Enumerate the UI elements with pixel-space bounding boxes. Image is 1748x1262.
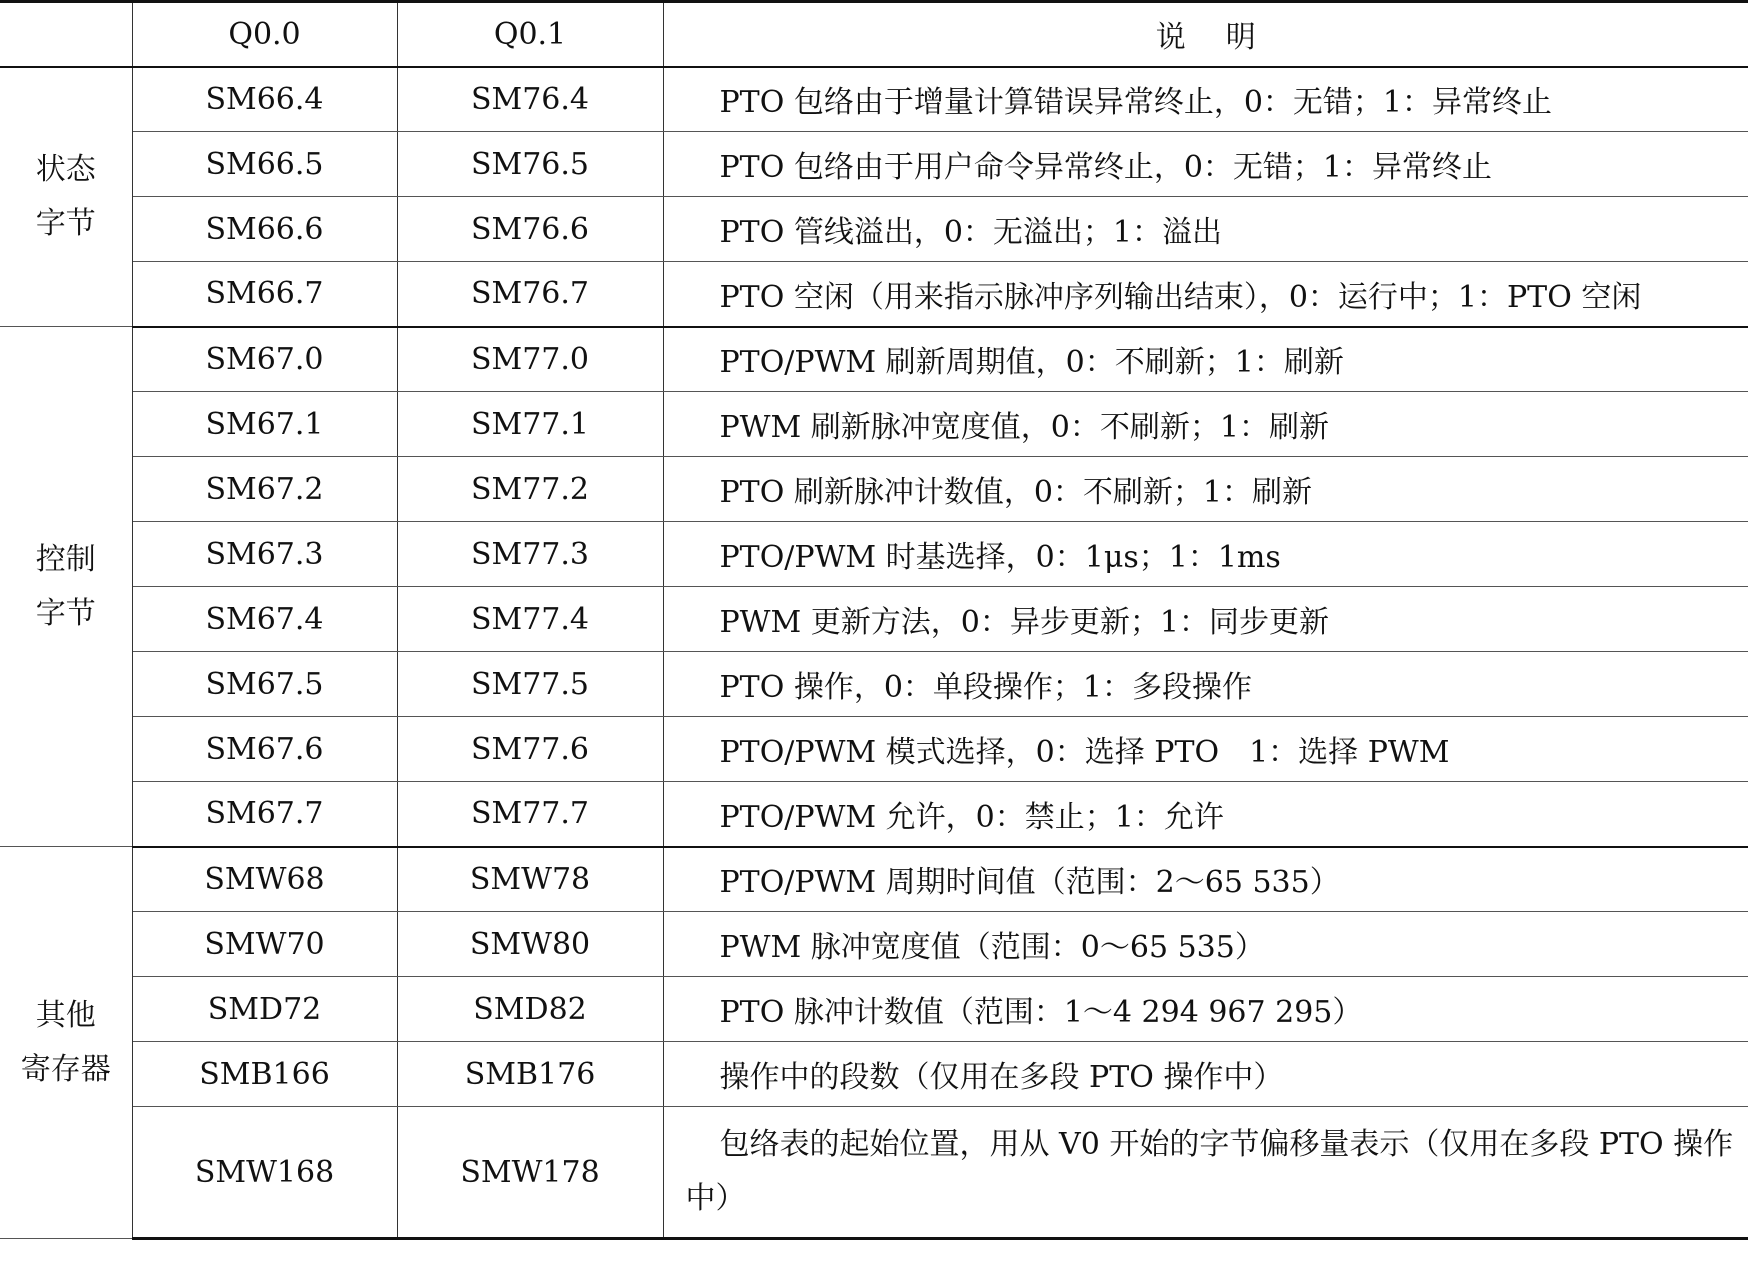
q00-cell: SM67.3 <box>132 522 397 587</box>
description-cell: PWM 脉冲宽度值（范围：0～65 535） <box>663 912 1748 977</box>
q00-cell: SMW70 <box>132 912 397 977</box>
table-row <box>0 392 1748 457</box>
q00-cell: SM67.7 <box>132 782 397 847</box>
category-label: 其他 寄存器 <box>0 847 132 1239</box>
table-row <box>0 1042 1748 1107</box>
q01-cell: SM77.2 <box>397 457 663 522</box>
table-row <box>0 912 1748 977</box>
description-cell: PTO 包络由于用户命令异常终止，0：无错；1：异常终止 <box>663 132 1748 197</box>
table-row <box>0 132 1748 197</box>
q01-cell: SM76.5 <box>397 132 663 197</box>
q00-cell: SM67.1 <box>132 392 397 457</box>
q01-cell: SM76.6 <box>397 197 663 262</box>
description-cell: PTO/PWM 允许，0：禁止；1：允许 <box>663 782 1748 847</box>
table-row <box>0 587 1748 652</box>
table-row <box>0 262 1748 327</box>
description-cell: PTO 包络由于增量计算错误异常终止，0：无错；1：异常终止 <box>663 67 1748 132</box>
header-q01: Q0.1 <box>397 2 663 67</box>
header-blank-cell <box>0 2 132 67</box>
q01-cell: SM77.5 <box>397 652 663 717</box>
q01-cell: SMW178 <box>397 1107 663 1239</box>
q01-cell: SMW78 <box>397 847 663 912</box>
table-row <box>0 847 1748 912</box>
description-cell: 操作中的段数（仅用在多段 PTO 操作中） <box>663 1042 1748 1107</box>
description-cell: PTO 空闲（用来指示脉冲序列输出结束），0：运行中；1：PTO 空闲 <box>663 262 1748 327</box>
table-row <box>0 977 1748 1042</box>
category-label: 状态 字节 <box>0 67 132 327</box>
table-row <box>0 782 1748 847</box>
q00-cell: SM67.2 <box>132 457 397 522</box>
description-cell: PWM 更新方法，0：异步更新；1：同步更新 <box>663 587 1748 652</box>
q01-cell: SM76.7 <box>397 262 663 327</box>
table-row <box>0 652 1748 717</box>
q01-cell: SMB176 <box>397 1042 663 1107</box>
q00-cell: SM67.4 <box>132 587 397 652</box>
q00-cell: SM66.5 <box>132 132 397 197</box>
q00-cell: SM66.7 <box>132 262 397 327</box>
q01-cell: SM77.4 <box>397 587 663 652</box>
q01-cell: SM77.1 <box>397 392 663 457</box>
description-cell: PTO/PWM 刷新周期值，0：不刷新；1：刷新 <box>663 327 1748 392</box>
q00-cell: SMB166 <box>132 1042 397 1107</box>
description-cell: PTO/PWM 周期时间值（范围：2～65 535） <box>663 847 1748 912</box>
q01-cell: SM76.4 <box>397 67 663 132</box>
q00-cell: SM67.5 <box>132 652 397 717</box>
q00-cell: SM67.6 <box>132 717 397 782</box>
header-row <box>0 2 1748 67</box>
description-cell: PTO 脉冲计数值（范围：1～4 294 967 295） <box>663 977 1748 1042</box>
table-row <box>0 327 1748 392</box>
table-row <box>0 522 1748 587</box>
category-label: 控制 字节 <box>0 327 132 847</box>
header-q00: Q0.0 <box>132 2 397 67</box>
q01-cell: SM77.7 <box>397 782 663 847</box>
table-row <box>0 457 1748 522</box>
description-cell: PTO/PWM 时基选择，0：1μs；1：1ms <box>663 522 1748 587</box>
q01-cell: SMD82 <box>397 977 663 1042</box>
table-row <box>0 1107 1748 1239</box>
description-cell: PTO 操作，0：单段操作；1：多段操作 <box>663 652 1748 717</box>
q00-cell: SM66.4 <box>132 67 397 132</box>
description-cell: PTO/PWM 模式选择，0：选择 PTO 1：选择 PWM <box>663 717 1748 782</box>
description-cell: PTO 管线溢出，0：无溢出；1：溢出 <box>663 197 1748 262</box>
q00-cell: SM67.0 <box>132 327 397 392</box>
q01-cell: SM77.3 <box>397 522 663 587</box>
q01-cell: SM77.6 <box>397 717 663 782</box>
q00-cell: SM66.6 <box>132 197 397 262</box>
q01-cell: SM77.0 <box>397 327 663 392</box>
q01-cell: SMW80 <box>397 912 663 977</box>
q00-cell: SMW68 <box>132 847 397 912</box>
table-row <box>0 717 1748 782</box>
q00-cell: SMW168 <box>132 1107 397 1239</box>
description-cell: PTO 刷新脉冲计数值，0：不刷新；1：刷新 <box>663 457 1748 522</box>
description-cell: 包络表的起始位置，用从 V0 开始的字节偏移量表示（仅用在多段 PTO 操作中） <box>663 1107 1748 1239</box>
description-cell: PWM 刷新脉冲宽度值，0：不刷新；1：刷新 <box>663 392 1748 457</box>
header-description: 说明 <box>663 2 1748 67</box>
table-row <box>0 197 1748 262</box>
q00-cell: SMD72 <box>132 977 397 1042</box>
table-row <box>0 67 1748 132</box>
